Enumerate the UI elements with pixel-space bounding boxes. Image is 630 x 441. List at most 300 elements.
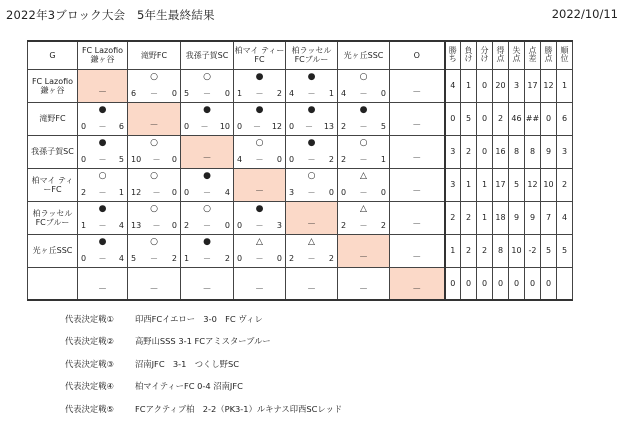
- empty-match-cell: [338, 267, 390, 300]
- row-header-team: FC Lazofio 鎌ヶ谷: [28, 69, 78, 102]
- match-score: [81, 221, 124, 230]
- stat-cell: 0: [477, 102, 493, 135]
- result-symbol: ●: [98, 203, 107, 214]
- match-result-cell: [128, 234, 181, 267]
- result-symbol: ○: [150, 170, 158, 181]
- match-result-cell: [78, 201, 128, 234]
- goals-for: 0: [237, 220, 243, 230]
- result-symbol: △: [256, 236, 263, 247]
- stat-cell: 20: [493, 69, 509, 102]
- result-symbol: ○: [203, 71, 211, 82]
- match-score: [184, 122, 230, 131]
- dash-mark: －: [149, 285, 159, 295]
- column-header-stat: 勝ち: [445, 41, 461, 69]
- match-result-cell: [181, 201, 234, 234]
- stat-cell: 2: [461, 135, 477, 168]
- stat-cell: 3: [509, 69, 525, 102]
- column-header-team: 滝野FC: [128, 41, 181, 69]
- dash-mark: －: [358, 285, 368, 295]
- column-header-stat: 勝点: [541, 41, 557, 69]
- report-date: 2022/10/11: [551, 7, 618, 21]
- match-result-cell: [338, 135, 390, 168]
- table-row: [28, 267, 573, 300]
- stat-cell: 6: [557, 102, 573, 135]
- result-symbol: ●: [307, 71, 316, 82]
- result-symbol: ●: [98, 104, 107, 115]
- goals-for: 0: [341, 187, 347, 197]
- score-separator: －: [203, 187, 211, 197]
- match-score: [289, 89, 334, 98]
- score-separator: －: [203, 253, 211, 263]
- dash-mark: －: [97, 285, 107, 295]
- match-score: [184, 221, 230, 230]
- result-symbol: ●: [255, 203, 264, 214]
- column-header-team: 柏マイ ティーFC: [234, 41, 286, 69]
- match-result-cell: [181, 168, 234, 201]
- match-score: [341, 89, 386, 98]
- column-header-team: 光ヶ丘SSC: [338, 41, 390, 69]
- empty-match-cell: [390, 201, 445, 234]
- self-match-cell: [78, 69, 128, 102]
- match-result-cell: [78, 168, 128, 201]
- match-score: [237, 254, 282, 263]
- match-result-cell: [78, 234, 128, 267]
- result-symbol: ○: [150, 71, 158, 82]
- match-result-cell: [234, 102, 286, 135]
- match-result-cell: [234, 234, 286, 267]
- stat-cell: 46: [509, 102, 525, 135]
- match-score: [341, 122, 386, 131]
- table-row: [28, 168, 573, 201]
- score-separator: －: [98, 220, 107, 230]
- dash-mark: －: [202, 285, 212, 295]
- match-result-cell: [338, 69, 390, 102]
- column-header-stat: 失点: [509, 41, 525, 69]
- result-symbol: ●: [359, 104, 368, 115]
- stat-cell: 0: [477, 267, 493, 300]
- result-symbol: ○: [150, 203, 158, 214]
- playoff-result-item: [65, 335, 342, 357]
- goals-against: 2: [328, 253, 334, 263]
- stat-cell: 18: [493, 201, 509, 234]
- result-symbol: ●: [255, 104, 264, 115]
- goals-for: 3: [289, 187, 295, 197]
- stat-cell: 0: [525, 267, 541, 300]
- table-row: [28, 69, 573, 102]
- goals-for: 0: [237, 121, 243, 131]
- match-score: [131, 89, 177, 98]
- goals-against: 10: [219, 121, 230, 131]
- score-separator: －: [252, 121, 261, 131]
- match-result-cell: [286, 69, 338, 102]
- goals-against: 1: [380, 154, 386, 164]
- score-separator: －: [150, 253, 158, 263]
- goals-against: 2: [328, 154, 334, 164]
- league-table: [27, 40, 573, 301]
- stat-cell: 4: [557, 201, 573, 234]
- goals-for: 0: [289, 154, 295, 164]
- stat-cell: 2: [461, 234, 477, 267]
- score-separator: －: [152, 220, 161, 230]
- column-header-team: FC Lazofio 鎌ヶ谷: [78, 41, 128, 69]
- match-score: [131, 188, 177, 197]
- stat-cell: 8: [509, 135, 525, 168]
- goals-against: 1: [328, 88, 334, 98]
- self-match-cell: [286, 201, 338, 234]
- stat-cell: 3: [557, 135, 573, 168]
- goals-for: 13: [131, 220, 142, 230]
- stat-cell: -2: [525, 234, 541, 267]
- goals-against: 0: [328, 187, 334, 197]
- goals-for: 5: [131, 253, 137, 263]
- dash-mark: －: [149, 120, 159, 131]
- result-symbol: ○: [203, 203, 211, 214]
- match-score: [81, 188, 124, 197]
- goals-against: 0: [276, 154, 282, 164]
- self-match-cell: [128, 102, 181, 135]
- score-separator: －: [152, 187, 161, 197]
- empty-match-cell: [390, 102, 445, 135]
- goals-for: 0: [184, 121, 190, 131]
- score-separator: －: [98, 154, 107, 164]
- stat-cell: 1: [461, 168, 477, 201]
- row-header-team: [28, 267, 78, 300]
- stat-cell: 9: [509, 201, 525, 234]
- page-title: 2022年3ブロック大会 5年生最終結果: [6, 8, 215, 22]
- playoff-label: 代表決定戦②: [65, 336, 114, 347]
- match-result-cell: [181, 69, 234, 102]
- goals-against: 4: [118, 253, 124, 263]
- goals-for: 4: [341, 88, 347, 98]
- goals-for: 0: [237, 253, 243, 263]
- column-header-stat: 負け: [461, 41, 477, 69]
- stat-cell: 1: [557, 69, 573, 102]
- score-separator: －: [200, 121, 209, 131]
- result-symbol: △: [360, 170, 367, 181]
- score-separator: －: [203, 88, 211, 98]
- stat-cell: 1: [477, 168, 493, 201]
- stat-cell: 9: [541, 135, 557, 168]
- goals-against: 2: [224, 253, 230, 263]
- goals-against: 2: [171, 253, 177, 263]
- dash-mark: －: [202, 153, 212, 164]
- dash-mark: －: [412, 186, 422, 197]
- match-result-cell: [78, 102, 128, 135]
- stat-cell: 17: [493, 168, 509, 201]
- stat-cell: 2: [461, 201, 477, 234]
- match-score: [184, 89, 230, 98]
- row-header-team: 柏ラッセル FCブルー: [28, 201, 78, 234]
- goals-for: 10: [131, 154, 142, 164]
- stat-cell: 10: [541, 168, 557, 201]
- score-separator: －: [304, 121, 313, 131]
- result-symbol: ●: [98, 137, 107, 148]
- goals-against: 0: [380, 88, 386, 98]
- goals-for: 4: [237, 154, 243, 164]
- goals-against: 4: [224, 187, 230, 197]
- match-result-cell: [234, 135, 286, 168]
- result-symbol: ○: [255, 137, 264, 148]
- dash-mark: －: [412, 153, 422, 164]
- dash-mark: －: [412, 219, 422, 230]
- result-symbol: ●: [98, 236, 107, 247]
- goals-for: 0: [81, 121, 87, 131]
- playoff-score: 沼南JFC 3-1 つくし野SC: [135, 358, 239, 369]
- playoff-score: 印西FCイエロー 3-0 FC ヴィレ: [135, 314, 263, 324]
- goals-against: 4: [118, 220, 124, 230]
- stat-cell: 0: [477, 69, 493, 102]
- stat-cell: 0: [461, 267, 477, 300]
- column-header-stat: 得点: [493, 41, 509, 69]
- stat-cell: 9: [525, 201, 541, 234]
- playoff-results-list: [65, 313, 342, 425]
- goals-against: 5: [380, 121, 386, 131]
- result-symbol: △: [360, 203, 367, 214]
- column-header-stat: 順位: [557, 41, 573, 69]
- group-label: G: [28, 41, 78, 69]
- match-score: [81, 254, 124, 263]
- score-separator: －: [255, 88, 264, 98]
- stat-cell: 12: [525, 168, 541, 201]
- goals-against: 0: [171, 88, 177, 98]
- table-row: [28, 201, 573, 234]
- stat-cell: 12: [541, 69, 557, 102]
- score-separator: －: [255, 253, 264, 263]
- match-score: [289, 155, 334, 164]
- match-score: [237, 155, 282, 164]
- stat-cell: 10: [509, 234, 525, 267]
- goals-against: 12: [271, 121, 282, 131]
- match-result-cell: [234, 69, 286, 102]
- goals-against: 6: [118, 121, 124, 131]
- table-row: [28, 135, 573, 168]
- match-score: [184, 188, 230, 197]
- match-score: [237, 221, 282, 230]
- match-result-cell: [234, 201, 286, 234]
- stat-cell: 0: [445, 267, 461, 300]
- goals-against: 0: [171, 220, 177, 230]
- column-header-team: O: [390, 41, 445, 69]
- dash-mark: －: [358, 252, 368, 263]
- goals-for: 1: [237, 88, 243, 98]
- stat-cell: 1: [477, 201, 493, 234]
- score-separator: －: [152, 154, 161, 164]
- goals-for: 2: [289, 253, 295, 263]
- goals-for: 0: [81, 253, 87, 263]
- stat-cell: 5: [461, 102, 477, 135]
- column-header-team: 我孫子賀SC: [181, 41, 234, 69]
- score-separator: －: [150, 88, 158, 98]
- playoff-result-item: [65, 358, 342, 380]
- row-header-team: 我孫子賀SC: [28, 135, 78, 168]
- score-separator: －: [307, 187, 316, 197]
- stat-cell: 17: [525, 69, 541, 102]
- match-score: [341, 188, 386, 197]
- goals-for: 12: [131, 187, 142, 197]
- self-match-cell: [390, 267, 445, 300]
- stat-cell: 0: [445, 102, 461, 135]
- empty-match-cell: [390, 168, 445, 201]
- score-separator: －: [307, 88, 316, 98]
- goals-against: 2: [276, 88, 282, 98]
- dash-mark: －: [306, 219, 316, 230]
- playoff-score: 高野山SSS 3-1 FCアミスターブルー: [135, 336, 271, 347]
- dash-mark: －: [412, 87, 422, 98]
- match-result-cell: [338, 201, 390, 234]
- column-header-stat: 分け: [477, 41, 493, 69]
- match-score: [289, 122, 334, 131]
- goals-against: 1: [118, 187, 124, 197]
- match-result-cell: [286, 168, 338, 201]
- stat-cell: 0: [493, 267, 509, 300]
- score-separator: －: [255, 154, 264, 164]
- row-header-team: 柏マイ ティーFC: [28, 168, 78, 201]
- dash-mark: －: [254, 285, 264, 295]
- result-symbol: ○: [98, 170, 107, 181]
- playoff-score: FCアクティブ柏 2-2（PK3-1）ルキナス印西SCレッド: [135, 403, 343, 414]
- score-separator: －: [307, 154, 316, 164]
- stat-cell: 3: [445, 168, 461, 201]
- empty-match-cell: [390, 234, 445, 267]
- stat-cell: 2: [493, 102, 509, 135]
- playoff-label: 代表決定戦①: [65, 314, 114, 324]
- empty-match-cell: [390, 69, 445, 102]
- result-symbol: ●: [203, 170, 211, 181]
- match-result-cell: [128, 69, 181, 102]
- empty-match-cell: [78, 267, 128, 300]
- playoff-label: 代表決定戦④: [65, 381, 114, 392]
- match-score: [289, 188, 334, 197]
- score-separator: －: [98, 253, 107, 263]
- goals-for: 2: [341, 121, 347, 131]
- match-score: [237, 122, 282, 131]
- table-row: [28, 102, 573, 135]
- stat-cell: 5: [557, 234, 573, 267]
- score-separator: －: [359, 187, 368, 197]
- match-score: [184, 254, 230, 263]
- stat-cell: 0: [509, 267, 525, 300]
- result-symbol: ●: [255, 71, 264, 82]
- goals-against: 13: [323, 121, 334, 131]
- match-result-cell: [286, 102, 338, 135]
- match-score: [237, 89, 282, 98]
- match-score: [341, 221, 386, 230]
- match-score: [289, 254, 334, 263]
- match-result-cell: [338, 168, 390, 201]
- result-symbol: ○: [150, 137, 158, 148]
- match-result-cell: [128, 201, 181, 234]
- match-score: [131, 155, 177, 164]
- score-separator: －: [359, 154, 368, 164]
- match-score: [131, 254, 177, 263]
- table-header-row: [28, 41, 573, 69]
- result-symbol: ○: [150, 236, 158, 247]
- goals-against: 0: [224, 88, 230, 98]
- match-result-cell: [338, 102, 390, 135]
- self-match-cell: [181, 135, 234, 168]
- goals-for: 2: [184, 220, 190, 230]
- stat-cell: 8: [525, 135, 541, 168]
- goals-for: 2: [341, 220, 347, 230]
- score-separator: －: [203, 220, 211, 230]
- empty-match-cell: [234, 267, 286, 300]
- result-symbol: △: [308, 236, 315, 247]
- match-result-cell: [181, 102, 234, 135]
- result-symbol: ●: [307, 137, 316, 148]
- goals-against: 3: [276, 220, 282, 230]
- stat-cell: 2: [557, 168, 573, 201]
- goals-for: 0: [81, 154, 87, 164]
- score-separator: －: [359, 220, 368, 230]
- score-separator: －: [307, 253, 316, 263]
- playoff-label: 代表決定戦③: [65, 358, 114, 369]
- stat-cell: 4: [445, 69, 461, 102]
- match-score: [81, 122, 124, 131]
- result-symbol: ○: [307, 170, 316, 181]
- goals-for: 6: [131, 88, 137, 98]
- row-header-team: 滝野FC: [28, 102, 78, 135]
- playoff-label: 代表決定戦⑤: [65, 403, 114, 414]
- goals-against: 0: [171, 187, 177, 197]
- stat-cell: 0: [477, 135, 493, 168]
- stat-cell: 0: [541, 267, 557, 300]
- column-header-stat: 点差: [525, 41, 541, 69]
- result-symbol: ○: [359, 137, 368, 148]
- empty-match-cell: [286, 267, 338, 300]
- playoff-result-item: [65, 313, 342, 335]
- match-result-cell: [78, 135, 128, 168]
- goals-for: 1: [81, 220, 87, 230]
- stat-cell: 0: [541, 102, 557, 135]
- result-symbol: ●: [203, 236, 211, 247]
- stat-cell: 2: [477, 234, 493, 267]
- dash-mark: －: [412, 252, 422, 263]
- score-separator: －: [359, 121, 368, 131]
- goals-for: 5: [184, 88, 190, 98]
- score-separator: －: [98, 187, 107, 197]
- stat-cell: [557, 267, 573, 300]
- match-result-cell: [286, 135, 338, 168]
- match-score: [341, 155, 386, 164]
- dash-mark: －: [412, 285, 422, 295]
- goals-for: 2: [81, 187, 87, 197]
- score-separator: －: [255, 220, 264, 230]
- goals-against: 2: [380, 220, 386, 230]
- goals-against: 0: [171, 154, 177, 164]
- goals-against: 0: [380, 187, 386, 197]
- stat-cell: 3: [445, 135, 461, 168]
- playoff-score: 柏マイティーFC 0-4 沼南JFC: [135, 381, 243, 392]
- match-result-cell: [286, 234, 338, 267]
- goals-against: 5: [118, 154, 124, 164]
- score-separator: －: [359, 88, 368, 98]
- playoff-result-item: [65, 380, 342, 402]
- table-row: [28, 234, 573, 267]
- stat-cell: 2: [445, 201, 461, 234]
- result-symbol: ●: [203, 104, 211, 115]
- column-header-team: 柏ラッセル FCブルー: [286, 41, 338, 69]
- match-result-cell: [128, 135, 181, 168]
- dash-mark: －: [254, 186, 264, 197]
- stat-cell: 16: [493, 135, 509, 168]
- stat-cell: 8: [493, 234, 509, 267]
- row-header-team: 光ヶ丘SSC: [28, 234, 78, 267]
- empty-match-cell: [128, 267, 181, 300]
- score-separator: －: [98, 121, 107, 131]
- stat-cell: 1: [461, 69, 477, 102]
- stat-cell: ##: [525, 102, 541, 135]
- goals-against: 0: [224, 220, 230, 230]
